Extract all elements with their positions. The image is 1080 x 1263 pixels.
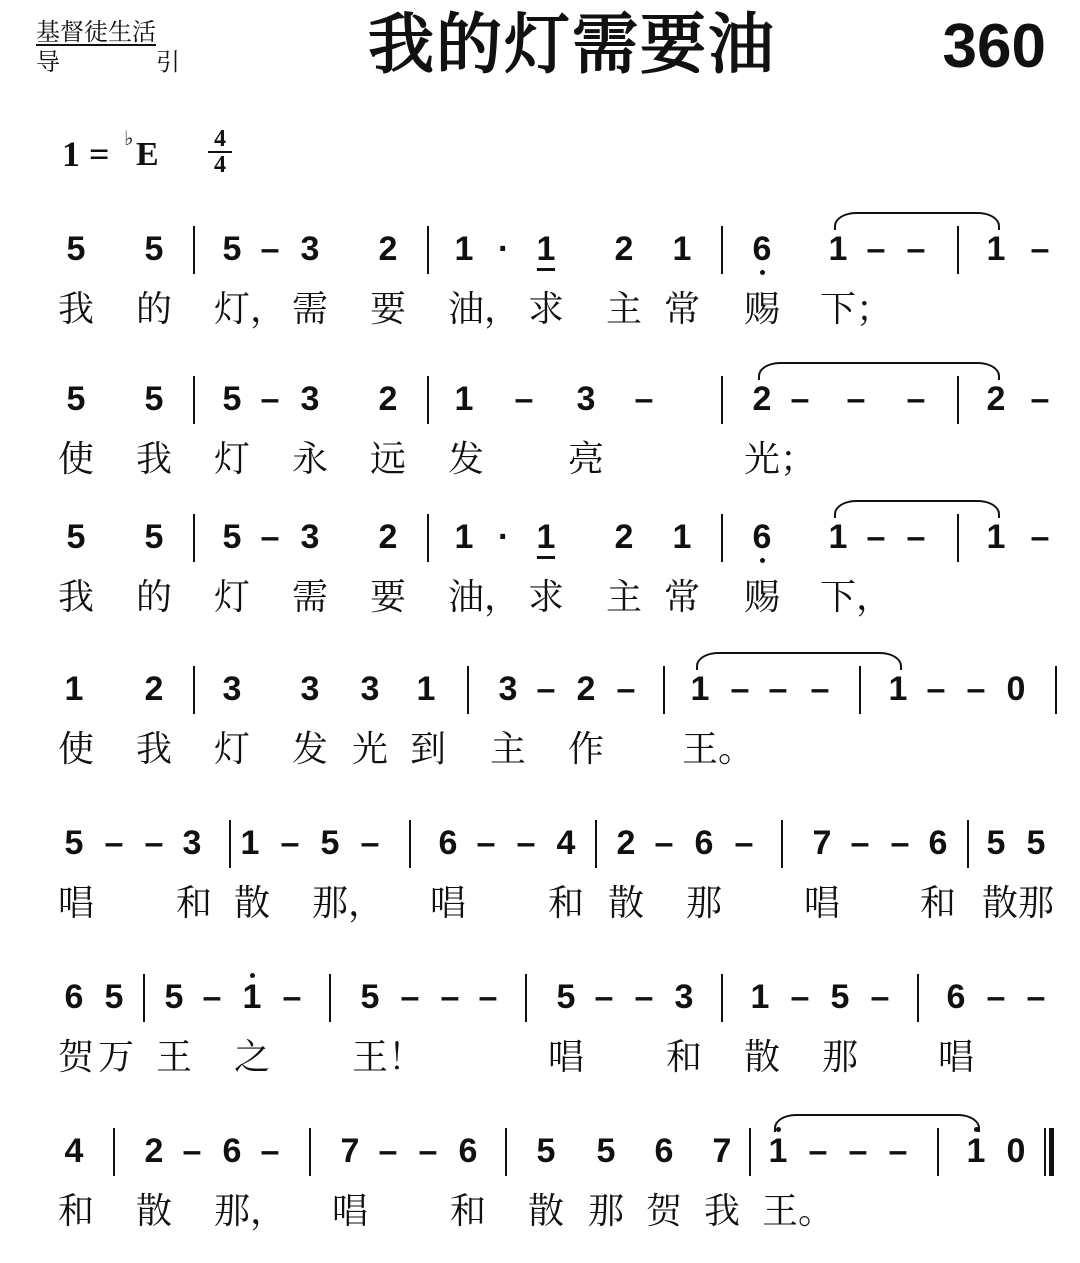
flat-sign: ♭ xyxy=(124,126,134,150)
extension-dash: – xyxy=(906,230,926,268)
lyrics-row xyxy=(0,1190,1080,1234)
note: 3 xyxy=(674,978,694,1016)
note: 5 xyxy=(986,824,1006,862)
lyric-syllable: 主 xyxy=(490,729,527,770)
note: 5 xyxy=(830,978,850,1016)
lyric-syllable: 的 xyxy=(136,577,173,618)
lyric-syllable: 散 xyxy=(982,883,1019,924)
note: 3 xyxy=(360,670,380,708)
time-signature-bottom: 4 xyxy=(214,152,226,178)
note: 6 xyxy=(946,978,966,1016)
barline xyxy=(721,226,723,274)
note: 2 xyxy=(378,380,398,418)
lyric-syllable: 亮 xyxy=(568,439,605,480)
note: 0 xyxy=(1006,1132,1026,1170)
note: 1 xyxy=(828,230,848,268)
barline xyxy=(721,376,723,424)
notation-row xyxy=(0,1124,1080,1180)
extension-dash: – xyxy=(1030,518,1050,556)
extension-dash: – xyxy=(418,1132,438,1170)
lyric-syllable: 和 xyxy=(176,883,213,924)
lyric-syllable: 散 xyxy=(234,883,271,924)
note: 5 xyxy=(596,1132,616,1170)
key-letter: E xyxy=(136,136,159,173)
extension-dash: – xyxy=(1030,230,1050,268)
extension-dash: – xyxy=(440,978,460,1016)
note: 5 xyxy=(556,978,576,1016)
note: 1 xyxy=(416,670,436,708)
note: 2 xyxy=(986,380,1006,418)
lyric-syllable: 油， xyxy=(448,289,521,330)
lyric-syllable: 那 xyxy=(1018,883,1055,924)
note: 5 xyxy=(360,978,380,1016)
note: 7 xyxy=(812,824,832,862)
lyric-syllable: 使 xyxy=(58,439,95,480)
tie-slur xyxy=(696,652,902,670)
note: 1 xyxy=(766,1134,790,1168)
note: 1 xyxy=(986,518,1006,556)
lyric-syllable: 散 xyxy=(528,1191,565,1232)
lyric-syllable: 散 xyxy=(608,883,645,924)
extension-dash: – xyxy=(616,670,636,708)
note: 1 xyxy=(888,670,908,708)
extension-dash: – xyxy=(536,670,556,708)
barline xyxy=(663,666,665,714)
note: 3 xyxy=(300,380,320,418)
source-subtitle-char-1: 导 xyxy=(36,48,60,76)
lyric-syllable: 到 xyxy=(410,729,447,770)
note: 1 xyxy=(986,230,1006,268)
lyric-syllable: 求 xyxy=(528,289,565,330)
barline xyxy=(193,514,195,562)
note: 6 xyxy=(438,824,458,862)
lyrics-row xyxy=(0,882,1080,926)
note: 6 xyxy=(222,1132,242,1170)
barline xyxy=(309,1128,311,1176)
barline xyxy=(427,514,429,562)
note: 3 xyxy=(182,824,202,862)
lyric-syllable: 和 xyxy=(450,1191,487,1232)
barline xyxy=(859,666,861,714)
note: 6 xyxy=(458,1132,478,1170)
barline xyxy=(467,666,469,714)
lyric-syllable: 唱 xyxy=(548,1037,585,1078)
note: 6 xyxy=(750,232,774,266)
note: 5 xyxy=(66,518,86,556)
lyric-syllable: 和 xyxy=(548,883,585,924)
extension-dash: – xyxy=(282,978,302,1016)
lyric-syllable: 我 xyxy=(58,289,95,330)
note: 1 xyxy=(672,230,692,268)
note: 1 xyxy=(828,518,848,556)
time-signature xyxy=(208,128,232,176)
lyric-syllable: 贺 xyxy=(646,1191,683,1232)
lyric-syllable: 唱 xyxy=(430,883,467,924)
lyric-syllable: 发 xyxy=(448,439,485,480)
extension-dash: – xyxy=(260,1132,280,1170)
lyric-syllable: 唱 xyxy=(938,1037,975,1078)
lyrics-row xyxy=(0,438,1080,482)
barline xyxy=(721,974,723,1022)
extension-dash: – xyxy=(104,824,124,862)
note: 2 xyxy=(144,670,164,708)
notation-row xyxy=(0,222,1080,278)
barline xyxy=(113,1128,115,1176)
extension-dash: – xyxy=(654,824,674,862)
lyric-syllable: 那 xyxy=(822,1037,859,1078)
lyric-syllable: 油， xyxy=(448,577,521,618)
extension-dash: – xyxy=(906,380,926,418)
extension-dash: – xyxy=(730,670,750,708)
lyrics-row xyxy=(0,288,1080,332)
lyric-syllable: 我 xyxy=(136,439,173,480)
extension-dash: – xyxy=(866,518,886,556)
note: 2 xyxy=(752,380,772,418)
note: 2 xyxy=(144,1132,164,1170)
hymn-title: 我的灯需要油 xyxy=(368,6,776,83)
lyric-syllable: 灯 xyxy=(214,729,251,770)
lyrics-row xyxy=(0,1036,1080,1080)
extension-dash: – xyxy=(888,1132,908,1170)
note: 5 xyxy=(104,978,124,1016)
barline xyxy=(193,226,195,274)
note: 2 xyxy=(616,824,636,862)
lyric-syllable: 王 xyxy=(156,1037,193,1078)
note: 3 xyxy=(222,670,242,708)
extension-dash: – xyxy=(926,670,946,708)
extension-dash: – xyxy=(890,824,910,862)
note: 1 xyxy=(240,824,260,862)
lyric-syllable: 赐 xyxy=(744,577,781,618)
extension-dash: – xyxy=(870,978,890,1016)
lyric-syllable: 灯 xyxy=(214,577,251,618)
lyric-syllable: 和 xyxy=(920,883,957,924)
note: 5 xyxy=(144,380,164,418)
barline xyxy=(229,820,231,868)
notation-row xyxy=(0,816,1080,872)
source-book-title: 基督徒生活 xyxy=(36,18,156,46)
extension-dash: – xyxy=(260,230,280,268)
lyric-syllable: 主 xyxy=(606,577,643,618)
barline xyxy=(749,1128,751,1176)
lyric-syllable: 要 xyxy=(370,577,407,618)
extension-dash: – xyxy=(594,978,614,1016)
barline xyxy=(193,376,195,424)
lyric-syllable: 使 xyxy=(58,729,95,770)
lyric-syllable: 作 xyxy=(568,729,605,770)
barline xyxy=(781,820,783,868)
lyrics-row xyxy=(0,728,1080,772)
note: 3 xyxy=(300,230,320,268)
extension-dash: – xyxy=(634,380,654,418)
barline xyxy=(917,974,919,1022)
lyric-syllable: 主 xyxy=(606,289,643,330)
lyric-syllable: 赐 xyxy=(744,289,781,330)
extension-dash: – xyxy=(378,1132,398,1170)
lyric-syllable: 需 xyxy=(292,577,329,618)
lyric-syllable: 散 xyxy=(136,1191,173,1232)
note: 6 xyxy=(928,824,948,862)
barline xyxy=(937,1128,939,1176)
lyric-syllable: 下； xyxy=(820,289,893,330)
note: 5 xyxy=(1026,824,1046,862)
note: 4 xyxy=(64,1132,84,1170)
extension-dash: – xyxy=(848,1132,868,1170)
lyric-syllable: 我 xyxy=(704,1191,741,1232)
barline xyxy=(957,514,959,562)
barline xyxy=(595,820,597,868)
note: 5 xyxy=(144,230,164,268)
lyric-syllable: 常 xyxy=(664,289,701,330)
tie-slur xyxy=(834,212,1000,230)
extension-dash: – xyxy=(846,380,866,418)
note: 3 xyxy=(300,670,320,708)
hymn-number: 360 xyxy=(942,12,1046,81)
note: 2 xyxy=(378,518,398,556)
lyric-syllable: 唱 xyxy=(332,1191,369,1232)
note: 5 xyxy=(222,230,242,268)
lyric-syllable: 王。 xyxy=(762,1191,835,1232)
lyric-syllable: 散 xyxy=(744,1037,781,1078)
note: 1 xyxy=(672,518,692,556)
lyric-syllable: 要 xyxy=(370,289,407,330)
extension-dash: – xyxy=(866,230,886,268)
lyric-syllable: 我 xyxy=(136,729,173,770)
lyric-syllable: 求 xyxy=(528,577,565,618)
extension-dash: – xyxy=(906,518,926,556)
extension-dash: – xyxy=(1026,978,1046,1016)
note: 1 xyxy=(454,518,474,556)
barline xyxy=(967,820,969,868)
barline xyxy=(409,820,411,868)
note: 3 xyxy=(498,670,518,708)
note: 7 xyxy=(712,1132,732,1170)
lyric-syllable: 那， xyxy=(312,883,385,924)
note: 1 xyxy=(534,232,558,266)
note: 5 xyxy=(536,1132,556,1170)
extension-dash: – xyxy=(986,978,1006,1016)
lyric-syllable: 下， xyxy=(820,577,893,618)
lyric-syllable: 那 xyxy=(686,883,723,924)
tie-slur xyxy=(774,1114,980,1132)
note: 0 xyxy=(1006,670,1026,708)
lyric-syllable: 唱 xyxy=(804,883,841,924)
lyric-syllable: 万 xyxy=(98,1037,135,1078)
augmentation-dot: · xyxy=(498,230,510,268)
note: 1 xyxy=(750,978,770,1016)
lyric-syllable: 王！ xyxy=(352,1037,425,1078)
extension-dash: – xyxy=(808,1132,828,1170)
note: 6 xyxy=(654,1132,674,1170)
note: 2 xyxy=(614,230,634,268)
lyric-syllable: 需 xyxy=(292,289,329,330)
extension-dash: – xyxy=(280,824,300,862)
key-signature-prefix: 1 = xyxy=(62,134,110,174)
notation-row xyxy=(0,662,1080,718)
final-barline xyxy=(1044,1128,1054,1176)
extension-dash: – xyxy=(734,824,754,862)
extension-dash: – xyxy=(634,978,654,1016)
barline xyxy=(505,1128,507,1176)
augmentation-dot: · xyxy=(498,518,510,556)
lyric-syllable: 光； xyxy=(744,439,817,480)
note: 6 xyxy=(64,978,84,1016)
extension-dash: – xyxy=(1030,380,1050,418)
barline xyxy=(329,974,331,1022)
barline xyxy=(143,974,145,1022)
note: 1 xyxy=(240,980,264,1014)
notation-row xyxy=(0,510,1080,566)
note: 1 xyxy=(534,520,558,554)
lyrics-row xyxy=(0,576,1080,620)
extension-dash: – xyxy=(476,824,496,862)
source-book-subtitle xyxy=(36,50,180,74)
lyric-syllable: 灯， xyxy=(214,289,287,330)
extension-dash: – xyxy=(790,380,810,418)
note: 2 xyxy=(576,670,596,708)
extension-dash: – xyxy=(260,380,280,418)
barline xyxy=(721,514,723,562)
extension-dash: – xyxy=(182,1132,202,1170)
extension-dash: – xyxy=(850,824,870,862)
lyric-syllable: 贺 xyxy=(58,1037,95,1078)
lyric-syllable: 那， xyxy=(214,1191,287,1232)
extension-dash: – xyxy=(144,824,164,862)
lyric-syllable: 王。 xyxy=(682,729,755,770)
note: 7 xyxy=(340,1132,360,1170)
extension-dash: – xyxy=(400,978,420,1016)
note: 5 xyxy=(66,380,86,418)
extension-dash: – xyxy=(478,978,498,1016)
notation-row xyxy=(0,970,1080,1026)
lyric-syllable: 那 xyxy=(588,1191,625,1232)
note: 1 xyxy=(964,1134,988,1168)
note: 1 xyxy=(690,670,710,708)
lyric-syllable: 唱 xyxy=(58,883,95,924)
barline xyxy=(427,226,429,274)
time-signature-top: 4 xyxy=(214,126,226,152)
lyric-syllable: 和 xyxy=(58,1191,95,1232)
note: 5 xyxy=(66,230,86,268)
lyric-syllable: 远 xyxy=(370,439,407,480)
lyric-syllable: 和 xyxy=(666,1037,703,1078)
note: 1 xyxy=(454,380,474,418)
lyric-syllable: 之 xyxy=(234,1037,271,1078)
barline xyxy=(957,376,959,424)
note: 6 xyxy=(694,824,714,862)
extension-dash: – xyxy=(202,978,222,1016)
note: 6 xyxy=(750,520,774,554)
note: 2 xyxy=(378,230,398,268)
extension-dash: – xyxy=(768,670,788,708)
source-subtitle-char-2: 引 xyxy=(156,48,180,76)
barline xyxy=(1055,666,1057,714)
note: 4 xyxy=(556,824,576,862)
extension-dash: – xyxy=(516,824,536,862)
note: 3 xyxy=(576,380,596,418)
extension-dash: – xyxy=(260,518,280,556)
note: 5 xyxy=(222,380,242,418)
tie-slur xyxy=(834,500,1000,518)
lyric-syllable: 我 xyxy=(58,577,95,618)
extension-dash: – xyxy=(790,978,810,1016)
note: 5 xyxy=(64,824,84,862)
lyric-syllable: 灯 xyxy=(214,439,251,480)
note: 5 xyxy=(320,824,340,862)
lyric-syllable: 光 xyxy=(352,729,389,770)
barline xyxy=(957,226,959,274)
barline xyxy=(427,376,429,424)
lyric-syllable: 的 xyxy=(136,289,173,330)
lyric-syllable: 常 xyxy=(664,577,701,618)
extension-dash: – xyxy=(360,824,380,862)
lyric-syllable: 永 xyxy=(292,439,329,480)
barline xyxy=(193,666,195,714)
note: 1 xyxy=(64,670,84,708)
notation-row xyxy=(0,372,1080,428)
barline xyxy=(525,974,527,1022)
note: 3 xyxy=(300,518,320,556)
tie-slur xyxy=(758,362,1000,380)
note: 2 xyxy=(614,518,634,556)
note: 1 xyxy=(454,230,474,268)
extension-dash: – xyxy=(966,670,986,708)
lyric-syllable: 发 xyxy=(292,729,329,770)
note: 5 xyxy=(144,518,164,556)
note: 5 xyxy=(164,978,184,1016)
note: 5 xyxy=(222,518,242,556)
extension-dash: – xyxy=(810,670,830,708)
extension-dash: – xyxy=(514,380,534,418)
